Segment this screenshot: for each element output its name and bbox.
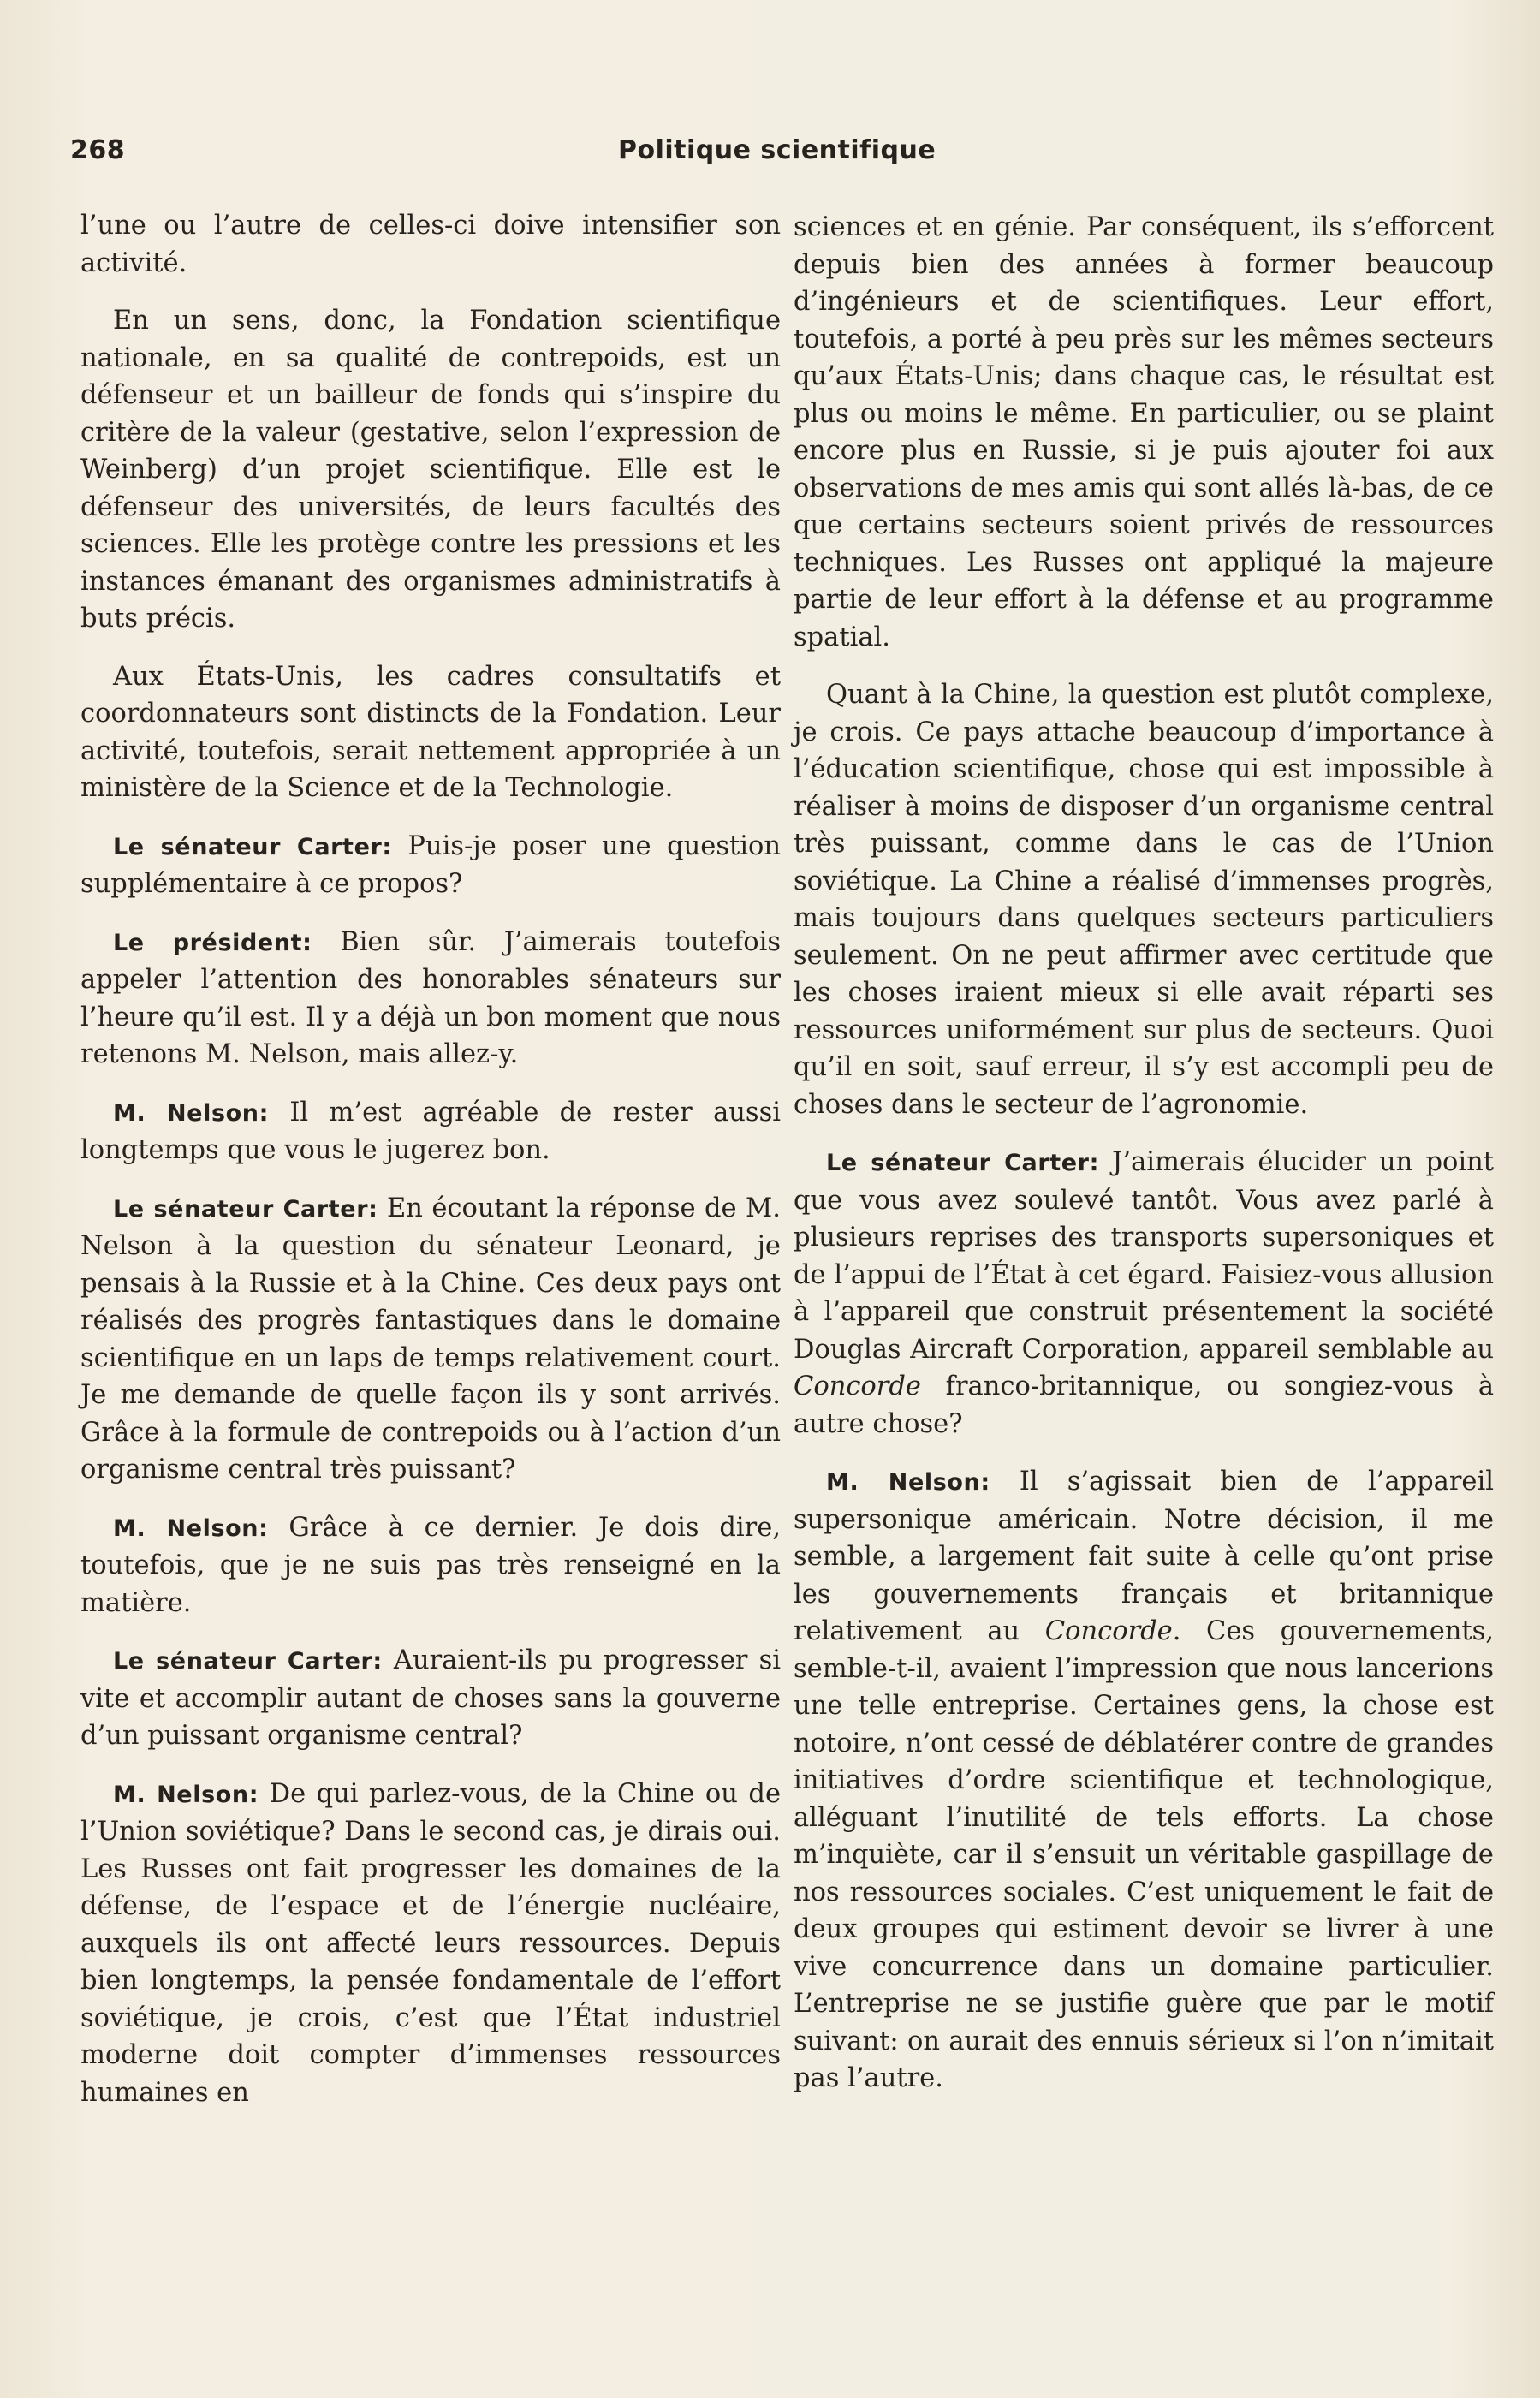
dialogue-paragraph bbox=[80, 1190, 781, 1489]
speaker-label: M. Nelson: bbox=[113, 1099, 269, 1127]
paragraph: l’une ou l’autre de celles-ci doive intensifier son activité. bbox=[80, 211, 781, 278]
speech-text: Auraient-ils pu progresser si vite et accomplir autant de choses sans la gouverne d’un puissant organisme central? bbox=[80, 1645, 781, 1751]
dialogue-paragraph bbox=[794, 1144, 1494, 1443]
dialogue-paragraph bbox=[80, 1094, 781, 1169]
speech-text: Il s’agissait bien de l’appareil supersonique américain. Notre décision, il me semble, a largement fait suite à celle qu’ont prise les gouvernements français et britannique relativement au bbox=[794, 1467, 1494, 1646]
speech-text: Il m’est agréable de rester aussi longtemps que vous le jugerez bon. bbox=[80, 1097, 781, 1165]
speaker-label: M. Nelson: bbox=[113, 1781, 259, 1808]
italic-title: Concorde bbox=[1044, 1616, 1173, 1646]
dialogue-paragraph bbox=[80, 828, 781, 903]
speaker-label: Le président: bbox=[113, 929, 312, 956]
dialogue-paragraph bbox=[794, 1463, 1494, 2098]
speaker-label: M. Nelson: bbox=[113, 1514, 269, 1542]
left-column bbox=[80, 207, 781, 2132]
speech-text: J’aimerais élucider un point que vous avez soulevé tantôt. Vous avez parlé à plusieurs reprises des transports supersoniques et de l’appui de l’État à cet égard. Faisiez-vous allusion à l’appareil que construit présentement la société Douglas Aircraft Corporation, appareil semblable au bbox=[794, 1147, 1494, 1365]
speech-text: De qui parlez-vous, de la Chine ou de l’Union soviétique? Dans le second cas, je dirais oui. Les Russes ont fait progresser les domaines de la défense, de l’espace et de l’énergie nucléaire, auxquels ils ont affecté leurs ressources. Depuis bien longtemps, la pensée fondamentale de l’effort soviétique, je crois, c’est que l’État industriel moderne doit compter d’immenses ressources humaines en bbox=[80, 1778, 781, 2108]
speech-text: Puis-je poser une question supplémentaire à ce propos? bbox=[80, 830, 781, 899]
dialogue-paragraph bbox=[80, 1642, 781, 1755]
paragraph: Aux États-Unis, les cadres consultatifs et coordonnateurs sont distincts de la Fondation. Leur activité, toutefois, serait nettement appropriée à un ministère de la Science et de la Technologie. bbox=[80, 661, 781, 803]
paragraph: Quant à la Chine, la question est plutôt complexe, je crois. Ce pays attache beaucoup d’importance à l’éducation scientifique, chose qui est impossible à réaliser à moins de disposer d’un organisme central très puissant, comme dans le cas de l’Union soviétique. La Chine a réalisé d’immenses progrès, mais toujours dans quelques secteurs particuliers seulement. On ne peut affirmer avec certitude que les choses iraient mieux si elle avait réparti ses ressources uniformément sur plus de secteurs. Quoi qu’il en soit, sauf erreur, il s’y est accompli peu de choses dans le secteur de l’agronomie. bbox=[794, 680, 1494, 1120]
speech-text: Grâce à ce dernier. Je dois dire, toutefois, que je ne suis pas très renseigné en la matière. bbox=[80, 1512, 782, 1618]
speaker-label: M. Nelson: bbox=[826, 1469, 990, 1496]
speech-text: franco-britannique, ou songiez-vous à autre chose? bbox=[794, 1372, 1494, 1439]
speech-text: . Ces gouvernements, semble-t-il, avaient l’impression que nous lancerions une telle entreprise. Certaines gens, la chose est notoire, n’ont cessé de déblatérer contre de grandes initiatives d’ordre scientifique et technologique, alléguant l’inutilité de tels efforts. La chose m’inquiète, car il s’ensuit un véritable gaspillage de nos ressources sociales. C’est uniquement le fait de deux groupes qui estiment devoir se livrer à une vive concurrence dans un domaine particulier. L’entreprise ne se justifie guère que par le motif suivant: on aurait des ennuis sérieux si l’on n’imitait pas l’autre. bbox=[794, 1616, 1494, 2093]
page-header bbox=[70, 135, 936, 178]
right-column bbox=[794, 209, 1494, 2118]
paragraph: sciences et en génie. Par conséquent, ils s’efforcent depuis bien des années à former beaucoup d’ingénieurs et de scientifiques. Leur effort, toutefois, a porté à peu près sur les mêmes secteurs qu’aux États-Unis; dans chaque cas, le résultat est plus ou moins le même. En particulier, ou se plaint encore plus en Russie, si je puis ajouter foi aux observations de mes amis qui sont allés là-bas, de ce que certains secteurs soient privés de ressources techniques. Les Russes ont appliqué la majeure partie de leur effort à la défense et au programme spatial. bbox=[794, 212, 1494, 652]
speaker-label: Le sénateur Carter: bbox=[826, 1150, 1099, 1176]
dialogue-paragraph bbox=[80, 1509, 781, 1622]
running-title: Politique scientifique bbox=[618, 135, 936, 165]
italic-title: Concorde bbox=[794, 1372, 921, 1401]
page-number: 268 bbox=[70, 135, 126, 165]
speaker-label: Le sénateur Carter: bbox=[113, 1195, 378, 1223]
speaker-label: Le sénateur Carter: bbox=[113, 1648, 383, 1675]
paragraph: En un sens, donc, la Fondation scientifique nationale, en sa qualité de contrepoids, est un défenseur et un bailleur de fonds qui s’inspire du critère de la valeur (gestative, selon l’expression de Weinberg) d’un projet scientifique. Elle est le défenseur des universités, de leurs facultés des sciences. Elle les protège contre les pressions et les instances émanant des organismes administratifs à buts précis. bbox=[80, 306, 781, 634]
dialogue-paragraph bbox=[80, 1776, 781, 2112]
speech-text: En écoutant la réponse de M. Nelson à la question du sénateur Leonard, je pensais à la Russie et à la Chine. Ces deux pays ont réalisés des progrès fantastiques dans le domaine scientifique en un laps de temps relativement court. Je me demande de quelle façon ils y sont arrivés. Grâce à la formule de contrepoids ou à l’action d’un organisme central très puissant? bbox=[80, 1193, 781, 1485]
dialogue-paragraph bbox=[80, 924, 781, 1074]
speech-text: Bien sûr. J’aimerais toutefois appeler l’attention des honorables sénateurs sur l’heure qu’il est. Il y a déjà un bon moment que nous retenons M. Nelson, mais allez-y. bbox=[80, 926, 782, 1069]
speaker-label: Le sénateur Carter: bbox=[113, 833, 392, 860]
